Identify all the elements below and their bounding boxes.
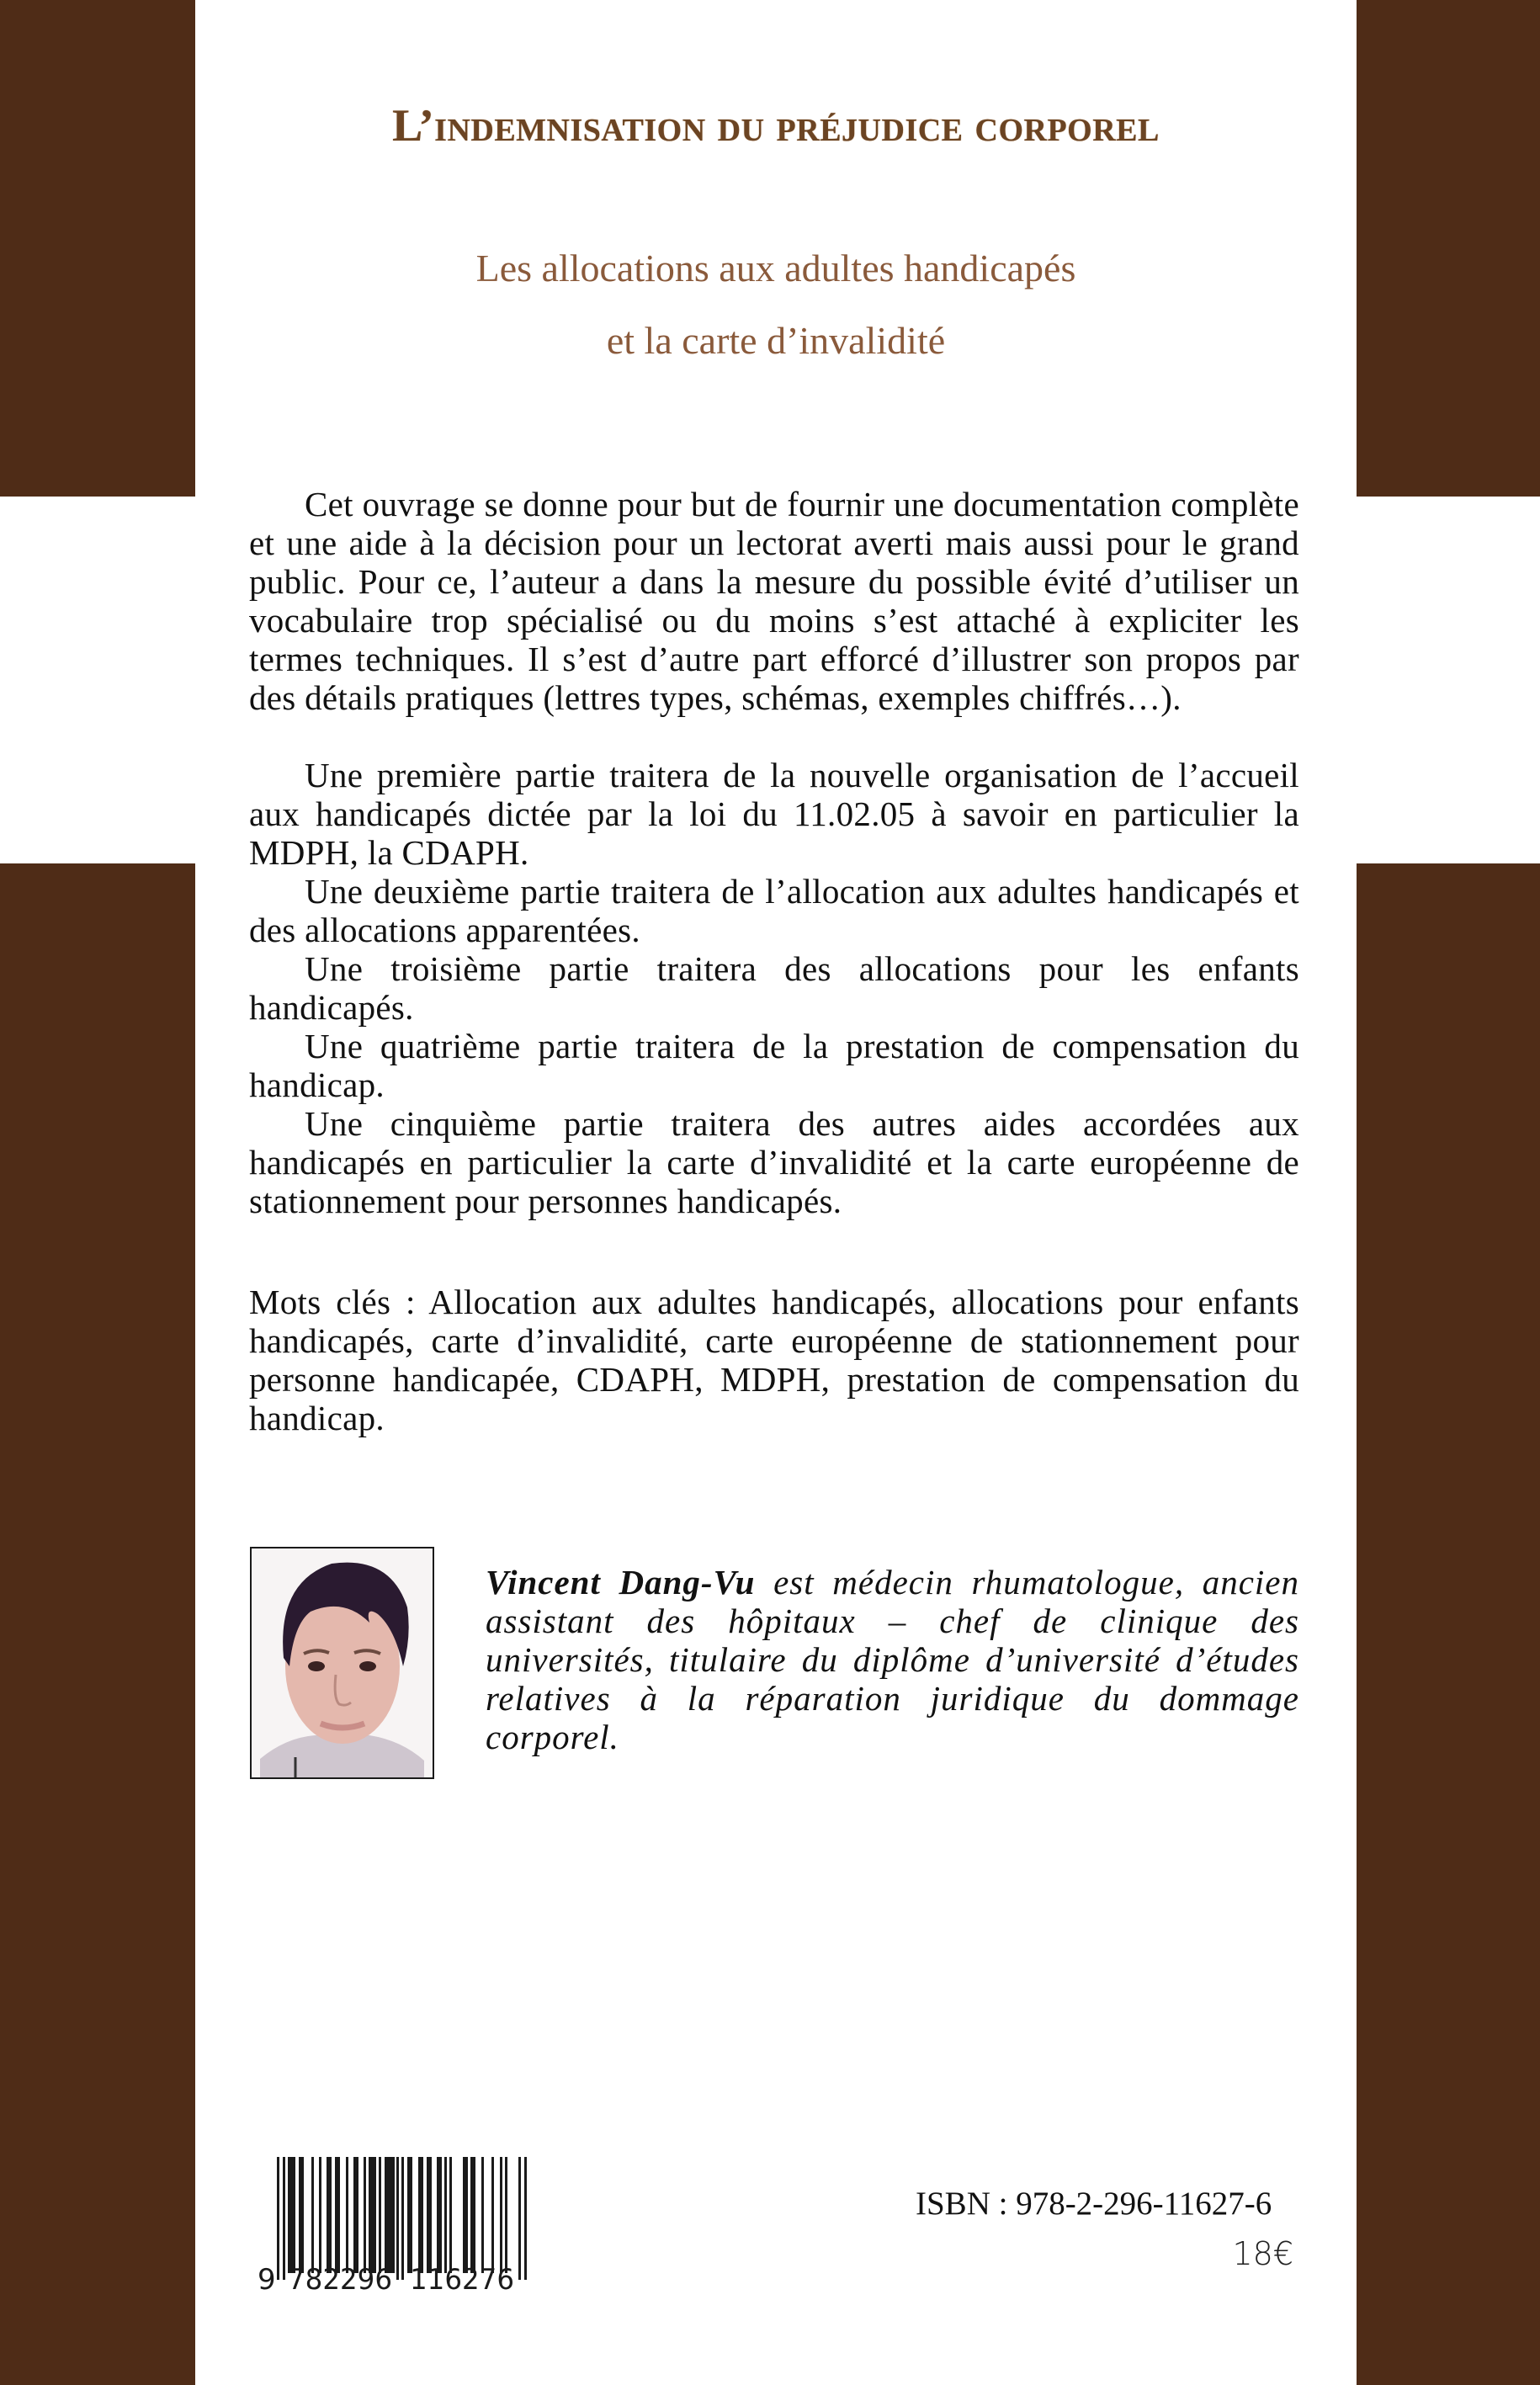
paragraph-gap <box>249 717 1299 756</box>
portrait-icon <box>252 1548 433 1777</box>
subtitle-line-2: et la carte d’invalidité <box>606 319 946 362</box>
author-bio <box>486 1563 1299 1756</box>
barcode-digits-right: 116276 <box>410 2263 514 2293</box>
side-bar-top-right <box>1357 0 1540 497</box>
barcode-digits-left: 782296 <box>288 2263 392 2293</box>
subtitle-line-1: Les allocations aux adultes handicapés <box>475 247 1076 289</box>
series-title: L’indemnisation du préjudice corporel <box>392 100 1160 151</box>
part-5-paragraph: Une cinquième partie traitera des autres aides accordées aux handicapés en particulier la carte d’invalidité et la carte européenne de stationnement pour personnes handicapés. <box>249 1104 1299 1220</box>
barcode-digit-first: 9 <box>258 2263 276 2293</box>
description <box>249 485 1299 1220</box>
part-3-paragraph: Une troisième partie traitera des allocations pour les enfants handicapés. <box>249 949 1299 1027</box>
author-bio-text: est médecin rhumatologue, ancien assistant des hôpitaux – chef de clinique des universités, titulaire du diplôme d’université d’études relatives à la réparation juridique du dommage corporel. <box>486 1563 1299 1756</box>
barcode-icon <box>252 2154 589 2293</box>
part-2-paragraph: Une deuxième partie traitera de l’allocation aux adultes handicapés et des allocations apparentées. <box>249 872 1299 949</box>
keywords-paragraph: Mots clés : Allocation aux adultes handicapés, allocations pour enfants handicapés, carte d’invalidité, carte européenne de stationnement pour personne handicapée, CDAPH, MDPH, prestation de compensation du handicap. <box>249 1283 1299 1437</box>
author-name: Vincent Dang-Vu <box>486 1563 756 1602</box>
book-subtitle <box>195 232 1357 377</box>
isbn-barcode <box>252 2154 589 2293</box>
part-4-paragraph: Une quatrième partie traitera de la prestation de compensation du handicap. <box>249 1027 1299 1104</box>
intro-paragraph: Cet ouvrage se donne pour but de fournir une documentation complète et une aide à la décision pour un lectorat averti mais aussi pour le grand public. Pour ce, l’auteur a dans la mesure du possible évité d’utiliser un vocabulaire trop spécialisé ou du moins s’est attaché à expliciter les termes techniques. Il s’est d’autre part efforcé d’illustrer son propos par des détails pratiques (lettres types, schémas, exemples chiffrés…). <box>249 485 1299 717</box>
side-bar-bottom-left <box>0 863 195 2385</box>
part-1-paragraph: Une première partie traitera de la nouvelle organisation de l’accueil aux handicapés dictée par la loi du 11.02.05 à savoir en particulier la MDPH, la CDAPH. <box>249 756 1299 872</box>
side-bar-top-left <box>0 0 195 497</box>
side-bar-bottom-right <box>1357 863 1540 2385</box>
author-photo <box>250 1547 434 1779</box>
price-label: 18€ <box>1232 2235 1293 2272</box>
isbn-number: ISBN : 978-2-296-11627-6 <box>916 2186 1272 2222</box>
